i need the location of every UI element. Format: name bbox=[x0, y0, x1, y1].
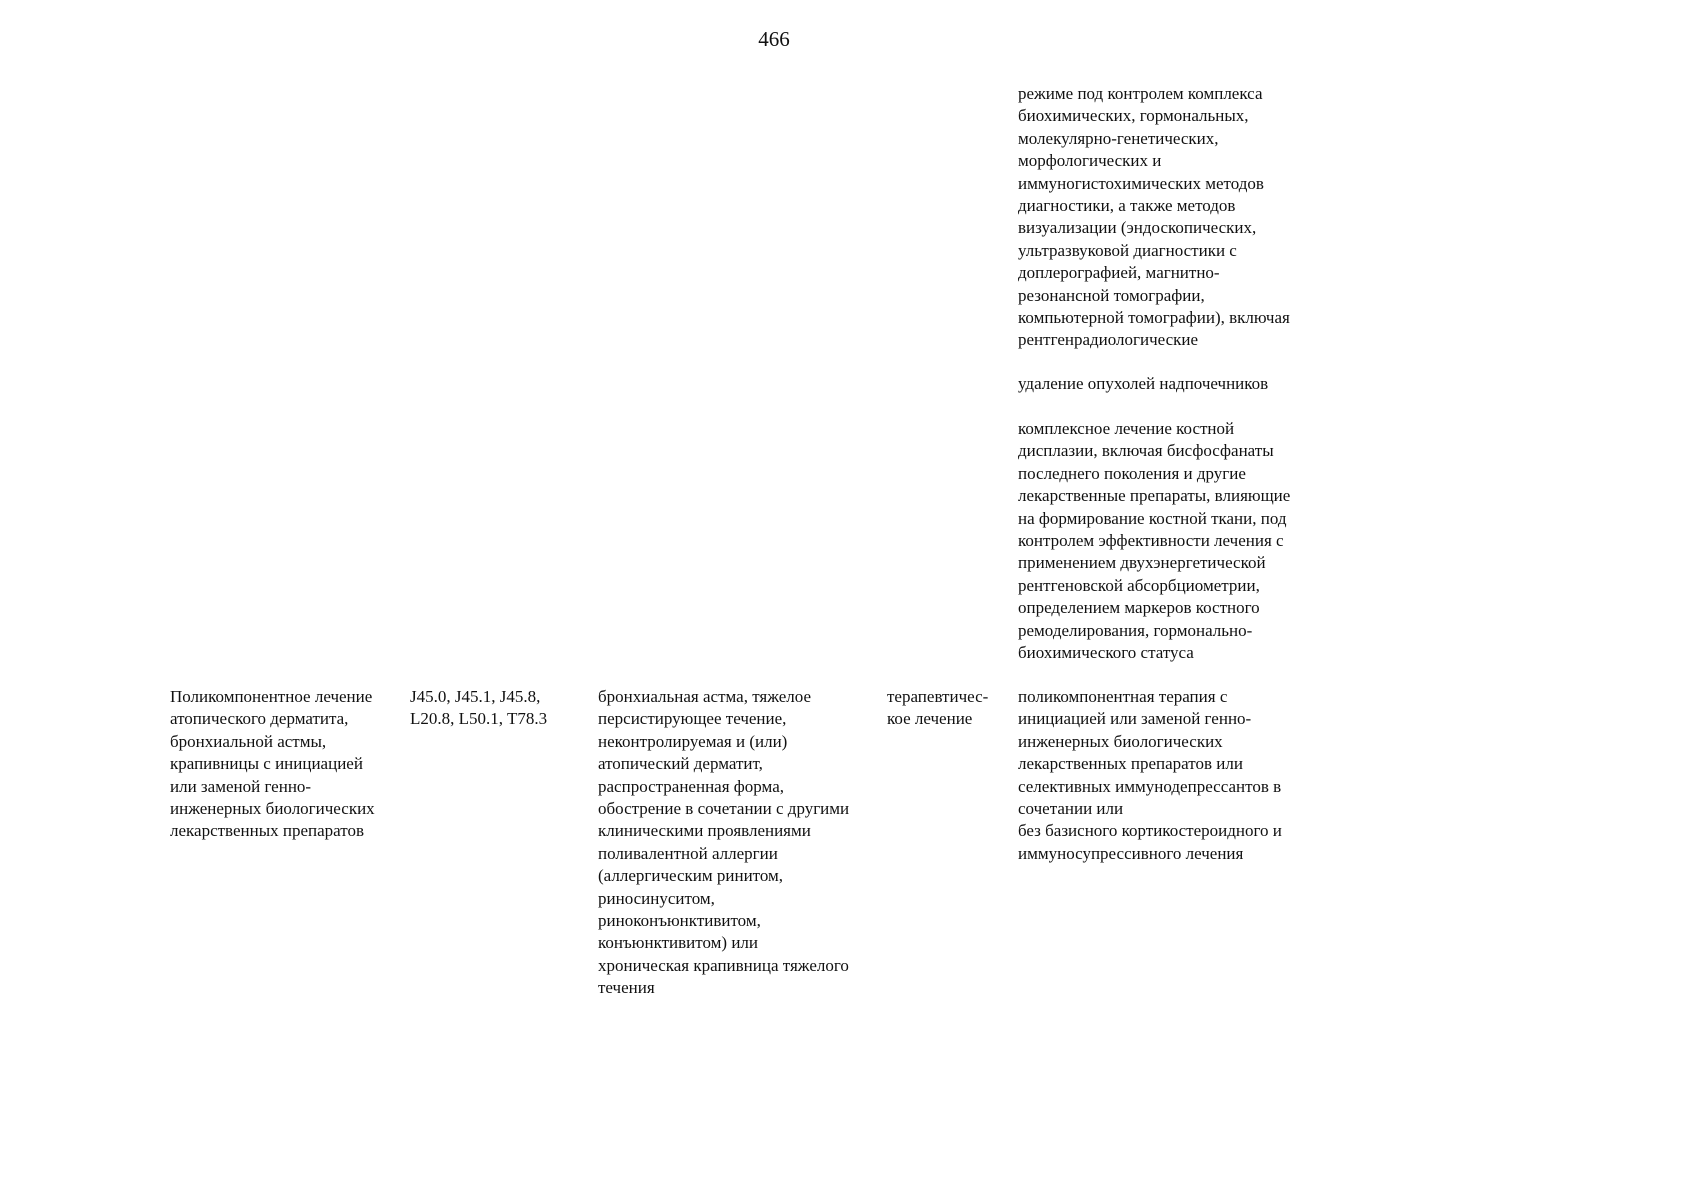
treatment-type-cell: терапевтичес- кое лечение bbox=[887, 687, 989, 729]
patient-model-cell: бронхиальная астма, тяжелое персистирующее течение, неконтролируемая и (или) атопический дерматит, распространенная форма, обострение в сочетании с другими клиническими проявлениями поливалентной аллергии (аллергическим ринитом, риносинуситом, риноконъюнктивитом, конъюнктивитом) или хроническая крапивница тяжелого течения bbox=[598, 687, 850, 998]
icd-codes-cell: J45.0, J45.1, J45.8, L20.8, L50.1, T78.3 bbox=[410, 687, 548, 729]
bone-dysplasia-treatment-text: комплексное лечение костной дисплазии, включая бисфосфанаты последнего поколения и другие лекарственные препараты, влияющие на формирование костной ткани, под контролем эффективности лечения с применением двухэнергетической рентгеновской абсорбциометрии, определением маркеров костного ремоделирования, гормонально- биохимического статуса bbox=[1018, 419, 1291, 663]
adrenal-tumor-removal-text: удаление опухолей надпочечников bbox=[1018, 374, 1269, 393]
continued-treatment-method-text: режиме под контролем комплекса биохимических, гормональных, молекулярно-генетических, морфологических и иммуногистохимических методов диагностики, а также методов визуализации (эндоскопических, ультразвуковой диагностики с доплерографией, магнитно- резонансной томографии, компьютерной томографии), включая рентгенрадиологические bbox=[1018, 84, 1290, 350]
page-number: 466 bbox=[758, 27, 790, 51]
treatment-method-cell: поликомпонентная терапия с инициацией или заменой генно- инженерных биологических лекарственных препаратов или селективных иммунодепрессантов в сочетании или без базисного кортикостероидного и иммуносупрессивного лечения bbox=[1018, 687, 1282, 863]
care-type-cell: Поликомпонентное лечение атопического дерматита, бронхиальной астмы, крапивницы с инициацией или заменой генно- инженерных биологических лекарственных препаратов bbox=[170, 687, 375, 841]
